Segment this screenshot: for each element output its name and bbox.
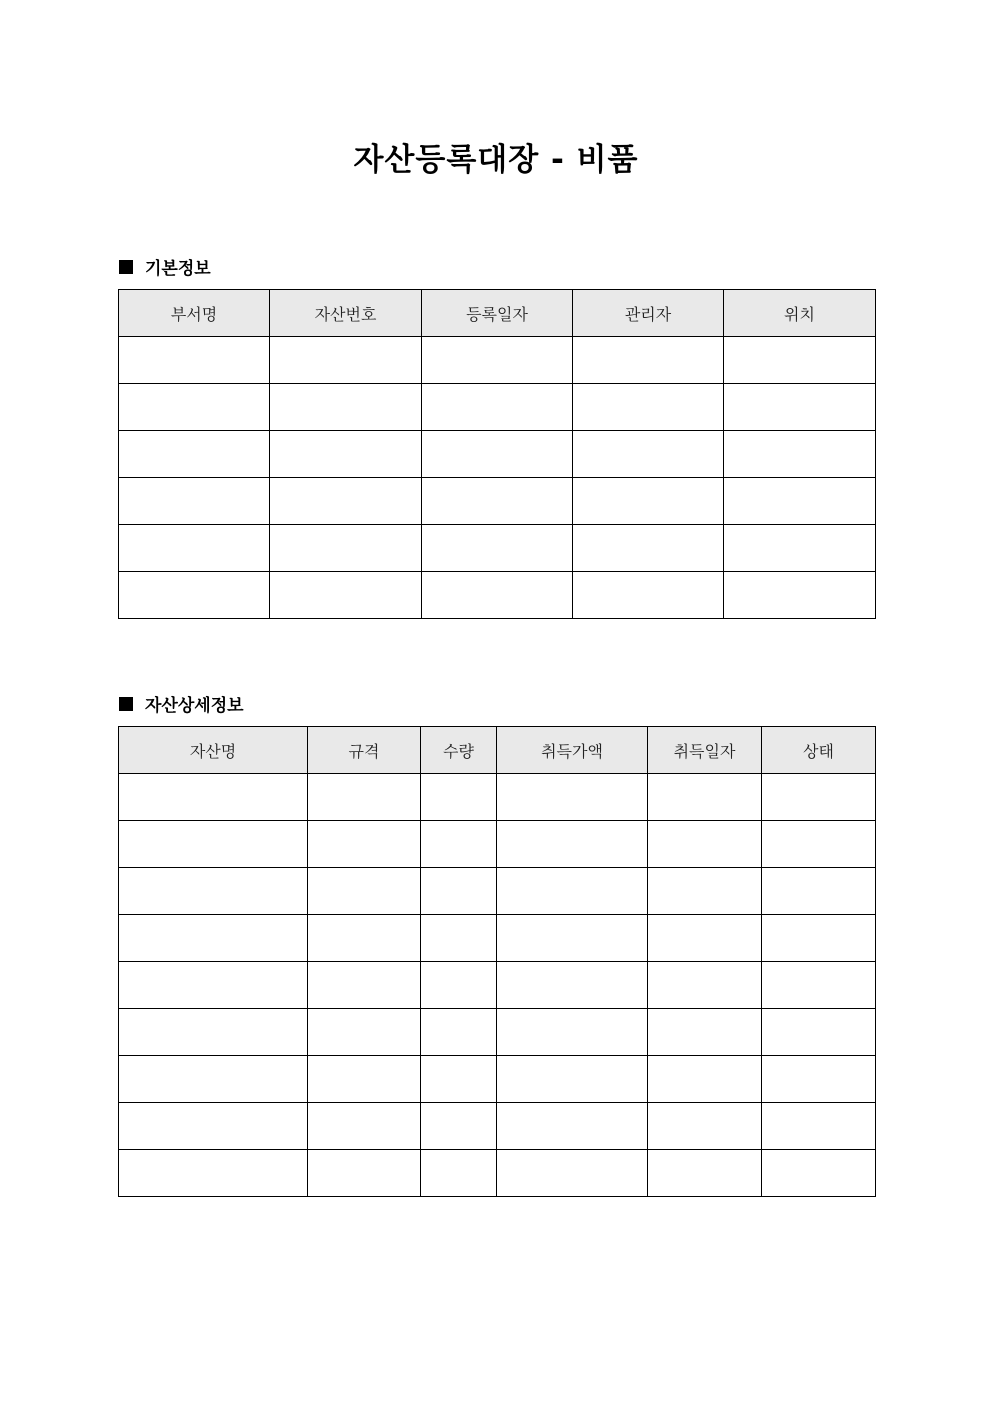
- table-cell[interactable]: [762, 1150, 876, 1197]
- table-cell[interactable]: [119, 337, 270, 384]
- table-cell[interactable]: [648, 1056, 762, 1103]
- table-cell[interactable]: [119, 821, 308, 868]
- table-cell[interactable]: [724, 525, 876, 572]
- table-cell[interactable]: [573, 384, 724, 431]
- table-cell[interactable]: [270, 525, 422, 572]
- table-row: [119, 525, 876, 572]
- table-cell[interactable]: [119, 384, 270, 431]
- basic-info-body: [119, 337, 876, 619]
- table-cell[interactable]: [497, 1150, 648, 1197]
- table-cell[interactable]: [724, 431, 876, 478]
- table-cell[interactable]: [308, 1009, 421, 1056]
- table-cell[interactable]: [573, 525, 724, 572]
- table-cell[interactable]: [421, 1103, 497, 1150]
- column-header-asset-number: 자산번호: [270, 290, 422, 337]
- table-cell[interactable]: [422, 478, 573, 525]
- table-cell[interactable]: [762, 774, 876, 821]
- table-cell[interactable]: [308, 1056, 421, 1103]
- table-cell[interactable]: [762, 1103, 876, 1150]
- section-heading-label: 자산상세정보: [145, 696, 244, 716]
- column-header-status: 상태: [762, 727, 876, 774]
- table-cell[interactable]: [308, 774, 421, 821]
- basic-info-table: [118, 289, 876, 619]
- table-cell[interactable]: [422, 525, 573, 572]
- table-cell[interactable]: [119, 1150, 308, 1197]
- table-cell[interactable]: [648, 821, 762, 868]
- column-header-department: 부서명: [119, 290, 270, 337]
- table-cell[interactable]: [497, 1056, 648, 1103]
- table-cell[interactable]: [497, 1103, 648, 1150]
- table-cell[interactable]: [270, 337, 422, 384]
- table-cell[interactable]: [762, 962, 876, 1009]
- square-bullet-icon: [119, 260, 133, 274]
- table-row: [119, 1009, 876, 1056]
- table-cell[interactable]: [422, 572, 573, 619]
- table-cell[interactable]: [119, 962, 308, 1009]
- table-cell[interactable]: [648, 1150, 762, 1197]
- table-cell[interactable]: [270, 431, 422, 478]
- table-cell[interactable]: [497, 915, 648, 962]
- table-cell[interactable]: [270, 384, 422, 431]
- table-row: [119, 1056, 876, 1103]
- table-row: [119, 337, 876, 384]
- table-cell[interactable]: [762, 1056, 876, 1103]
- table-cell[interactable]: [724, 478, 876, 525]
- table-row: [119, 915, 876, 962]
- column-header-asset-name: 자산명: [119, 727, 308, 774]
- table-cell[interactable]: [270, 478, 422, 525]
- table-cell[interactable]: [421, 962, 497, 1009]
- table-cell[interactable]: [119, 915, 308, 962]
- table-cell[interactable]: [270, 572, 422, 619]
- table-cell[interactable]: [308, 868, 421, 915]
- asset-detail-table: [118, 726, 876, 1197]
- column-header-registration-date: 등록일자: [422, 290, 573, 337]
- column-header-acquisition-cost: 취득가액: [497, 727, 648, 774]
- table-cell[interactable]: [119, 774, 308, 821]
- table-cell[interactable]: [119, 525, 270, 572]
- table-cell[interactable]: [421, 1009, 497, 1056]
- table-cell[interactable]: [308, 821, 421, 868]
- square-bullet-icon: [119, 697, 133, 711]
- column-header-quantity: 수량: [421, 727, 497, 774]
- table-cell[interactable]: [497, 774, 648, 821]
- asset-detail-body: [119, 774, 876, 1197]
- table-cell[interactable]: [422, 384, 573, 431]
- table-cell[interactable]: [648, 774, 762, 821]
- table-row: [119, 962, 876, 1009]
- table-cell[interactable]: [762, 915, 876, 962]
- column-header-specification: 규격: [308, 727, 421, 774]
- table-cell[interactable]: [648, 1009, 762, 1056]
- table-cell[interactable]: [119, 431, 270, 478]
- table-row: [119, 1150, 876, 1197]
- table-cell[interactable]: [573, 572, 724, 619]
- table-cell[interactable]: [497, 962, 648, 1009]
- document-title: 자산등록대장 - 비품: [353, 142, 639, 178]
- table-row: [119, 572, 876, 619]
- table-row: [119, 868, 876, 915]
- table-cell[interactable]: [119, 1009, 308, 1056]
- table-cell[interactable]: [421, 868, 497, 915]
- table-cell[interactable]: [573, 337, 724, 384]
- table-cell[interactable]: [497, 868, 648, 915]
- table-cell[interactable]: [421, 1056, 497, 1103]
- table-cell[interactable]: [119, 1103, 308, 1150]
- table-cell[interactable]: [648, 1103, 762, 1150]
- column-header-location: 위치: [724, 290, 876, 337]
- column-header-manager: 관리자: [573, 290, 724, 337]
- table-cell[interactable]: [119, 868, 308, 915]
- section-heading-asset-detail: [119, 691, 244, 716]
- table-cell[interactable]: [648, 915, 762, 962]
- table-cell[interactable]: [119, 478, 270, 525]
- table-cell[interactable]: [421, 821, 497, 868]
- table-cell[interactable]: [724, 572, 876, 619]
- table-cell[interactable]: [724, 384, 876, 431]
- table-row: [119, 478, 876, 525]
- table-cell[interactable]: [724, 337, 876, 384]
- table-cell[interactable]: [648, 962, 762, 1009]
- section-heading-label: 기본정보: [145, 259, 211, 279]
- table-cell[interactable]: [421, 1150, 497, 1197]
- table-cell[interactable]: [762, 1009, 876, 1056]
- table-cell[interactable]: [648, 868, 762, 915]
- table-row: [119, 1103, 876, 1150]
- table-cell[interactable]: [422, 337, 573, 384]
- table-cell[interactable]: [497, 1009, 648, 1056]
- table-cell[interactable]: [762, 868, 876, 915]
- table-cell[interactable]: [573, 478, 724, 525]
- table-row: [119, 431, 876, 478]
- table-cell[interactable]: [308, 915, 421, 962]
- table-cell[interactable]: [762, 821, 876, 868]
- table-row: [119, 821, 876, 868]
- section-heading-basic-info: [119, 254, 211, 279]
- table-cell[interactable]: [119, 572, 270, 619]
- table-cell[interactable]: [422, 431, 573, 478]
- column-header-acquisition-date: 취득일자: [648, 727, 762, 774]
- table-cell[interactable]: [308, 1103, 421, 1150]
- table-cell[interactable]: [421, 774, 497, 821]
- table-cell[interactable]: [497, 821, 648, 868]
- table-row: [119, 774, 876, 821]
- table-cell[interactable]: [308, 1150, 421, 1197]
- table-cell[interactable]: [421, 915, 497, 962]
- table-cell[interactable]: [573, 431, 724, 478]
- table-cell[interactable]: [308, 962, 421, 1009]
- table-cell[interactable]: [119, 1056, 308, 1103]
- table-row: [119, 384, 876, 431]
